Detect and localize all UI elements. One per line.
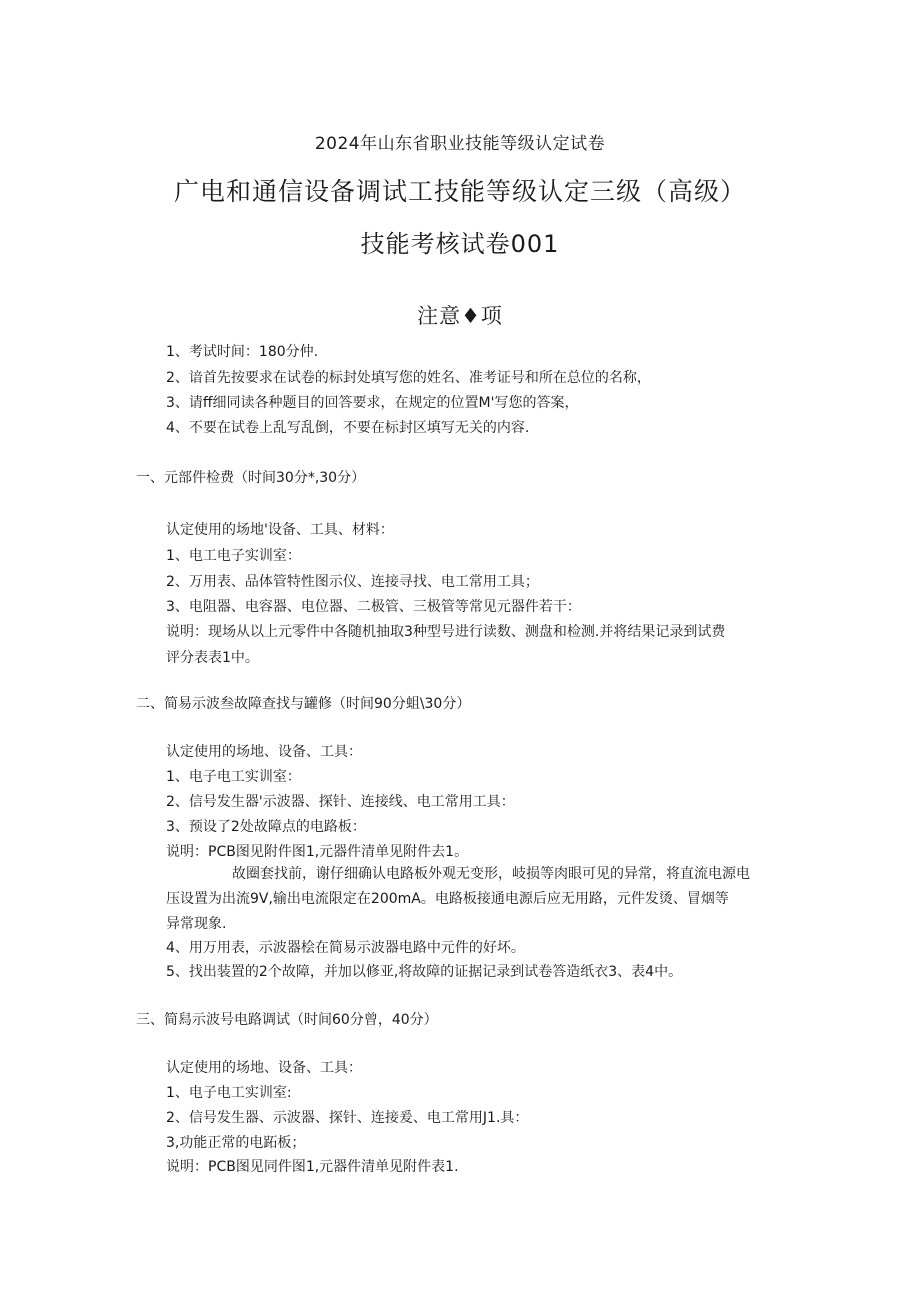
section-line: 异常现象. [166, 916, 227, 932]
section-line: 2、万用表、品体管特性图示仪、连接寻找、电工常用工具； [166, 574, 539, 590]
section-heading: 一、元部件检费（时间30分*,30分） [136, 470, 366, 486]
notice-item: 4、不要在试卷上乱写乱倒，不要在标封区填写无关的内容. [166, 420, 530, 436]
section-line: 压设置为出流9V,输出电流限定在200mA。电路板接通电源后应无用路，元件发烫、冒烟等 [166, 891, 729, 907]
section-line: 认定使用的场地、设备、工具： [166, 744, 362, 760]
section-line: 1、电子电工实训室: [166, 1085, 292, 1101]
section-line: 3、电阻器、电容器、电位器、二极管、三极管等常见元器件若干： [166, 599, 581, 615]
section-heading: 三、简舄示波号电路调试（时间60分曾，40分） [136, 1012, 438, 1028]
section-heading: 二、简易示波叁故障查找与罐修（时间90分蛆\30分） [136, 696, 471, 712]
section-line: 3、预设了2处故障点的电路板： [166, 819, 366, 835]
exam-title: 2024年山东省职业技能等级认定试卷 [314, 134, 606, 154]
notice-item: 3、请ff细同读各种题目的回答要求，在规定的位置M'写您的答案， [166, 395, 579, 411]
notice-heading: 注意♦项 [417, 304, 503, 328]
section-line: 1、电子电工实训室： [166, 769, 301, 785]
section-line: 认定使用的场地'设备、工具、材料： [166, 522, 394, 538]
section-line: 1、电工电子实训室： [166, 548, 301, 564]
section-line: 认定使用的场地、设备、工具： [166, 1060, 362, 1076]
section-line: 2、信号发生器'示波器、探针、连接线、电工常用工具： [166, 794, 515, 810]
section-line: 评分表表1中。 [166, 650, 259, 666]
notice-item: 2、谙首先按要求在试卷的标封处填写您的姓名、准考证号和所在总位的名称， [166, 370, 651, 386]
section-line: 3,功能正常的电跖板； [166, 1135, 306, 1151]
section-line: 4、用万用表，示波器桧在简易示波器电路中元件的好坏。 [166, 940, 525, 956]
section-line: 故圈套找前，谢仔细确认电路板外观无变形，岐损等肉眼可见的异常，将直流电源电 [232, 866, 750, 882]
section-line: 2、信号发生器、示波器、探针、连接爰、电工常用J1.具： [166, 1110, 529, 1126]
main-title: 广电和通信设备调试工技能等级认定三级（高级） [173, 177, 746, 206]
section-line: 说明：现场从以上元零件中各随机抽取3种型号进行读数、测盘和检测.并将结果记录到试费 [166, 624, 726, 640]
sub-title: 技能考核试卷001 [360, 230, 560, 258]
section-line: 说明：PCB图见附件图1,元器件清单见附件去1。 [166, 844, 469, 860]
section-line: 说明：PCB图见同件图1,元器件清单见附件表1. [166, 1159, 459, 1175]
notice-item: 1、考试时间：180分仲. [166, 344, 319, 360]
section-line: 5、找出装置的2个故障，并加以修亚,将故障的证据记录到试卷答造纸衣3、表4中。 [166, 964, 683, 980]
